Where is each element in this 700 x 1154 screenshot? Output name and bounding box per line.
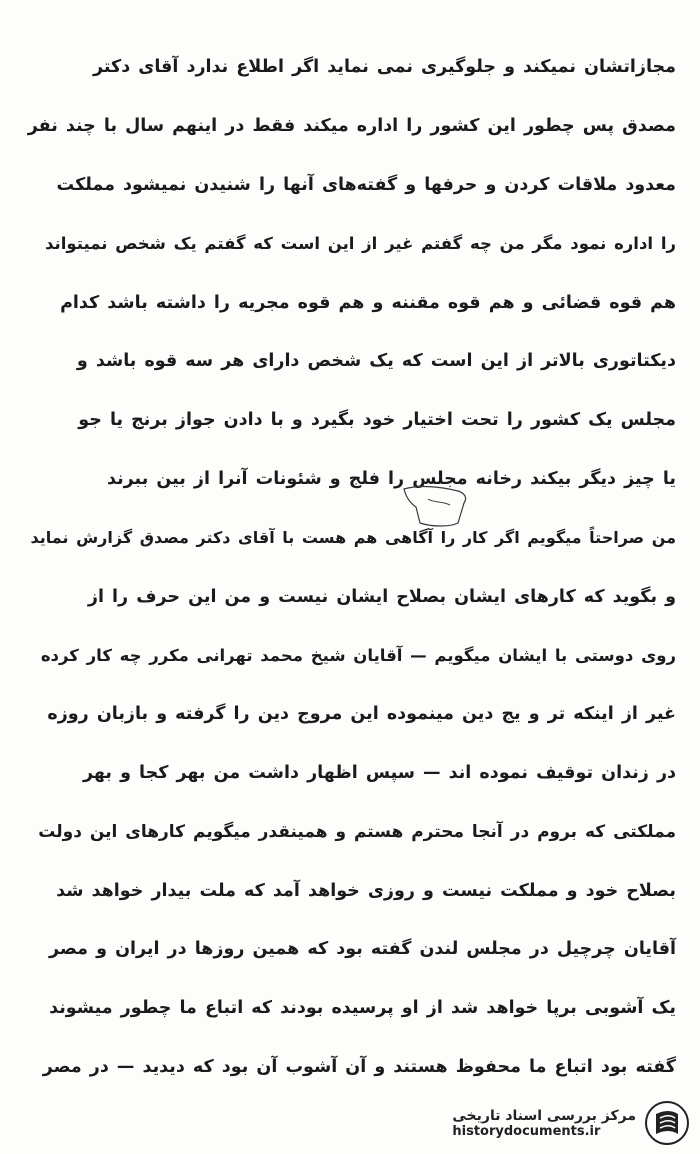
text-line: من صراحتاً میگویم اگر کار را آگاهی هم هست با آقای دکتر مصدق گزارش نماید	[30, 528, 676, 548]
handwritten-text-block	[28, 38, 676, 1096]
text-line: در زندان توقیف نموده اند — سپس اظهار داشت من بهر کجا و بهر	[82, 762, 676, 783]
text-line: دیکتاتوری بالاتر از این است که یک شخص دارای هر سه قوه باشد و	[76, 351, 676, 372]
text-line: یا چیز دیگر بیکند رخانه مجلس را فلج و شئونات آنرا از بین ببرند	[106, 468, 676, 489]
text-line: گفته بود اتباع ما محفوظ هستند و آن آشوب آن بود که دیدید — در مصر	[42, 1056, 676, 1077]
watermark	[452, 1100, 690, 1146]
text-line: و بگوید که کارهای ایشان بصلاح ایشان نیست و من این حرف را از	[87, 586, 676, 607]
text-line: مجازاتشان نمیکند و جلوگیری نمی نماید اگر اطلاع ندارد آقای دکتر	[93, 57, 676, 78]
text-line: غیر از اینکه تر و یج دین مینموده این مروج دین را گرفته و بازبان روزه	[47, 704, 676, 725]
text-line: آقایان چرچیل در مجلس لندن گفته بود که همین روزها در ایران و مصر	[49, 939, 676, 960]
text-line: یک آشوبی برپا خواهد شد از او پرسیده بودند که اتباع ما چطور میشوند	[49, 998, 676, 1019]
text-line: معدود ملاقات کردن و حرفها و گفته‌های آنها را شنیدن نمیشود مملکت	[56, 174, 676, 195]
text-line: را اداره نمود مگر من چه گفتم غیر از این است که گفتم یک شخص نمیتواند	[45, 234, 676, 254]
text-line: مصدق پس چطور این کشور را اداره میکند فقط در اینهم سال با چند نفر	[27, 116, 676, 137]
text-line: هم قوه قضائی و هم قوه مقننه و هم قوه مجریه را داشته باشد کدام	[60, 292, 676, 313]
watermark-url: historydocuments.ir	[452, 1123, 601, 1139]
text-line: روی دوستی با ایشان میگویم — آقایان شیخ محمد تهرانی مکرر چه کار کرده	[40, 645, 676, 665]
watermark-text	[452, 1108, 636, 1139]
ink-scribble-mark	[398, 483, 476, 529]
text-line: بصلاح خود و مملکت نیست و روزی خواهد آمد که ملت بیدار خواهد شد	[56, 880, 676, 901]
text-line: مملکتی که بروم در آنجا محترم هستم و همینقدر میگویم کارهای این دولت	[38, 821, 676, 842]
archive-logo-icon	[644, 1100, 690, 1146]
watermark-title: مرکز بررسی اسناد تاریخی	[452, 1107, 636, 1124]
text-line: مجلس یک کشور را تحت اختیار خود بگیرد و با دادن جواز برنج یا جو	[78, 410, 676, 431]
